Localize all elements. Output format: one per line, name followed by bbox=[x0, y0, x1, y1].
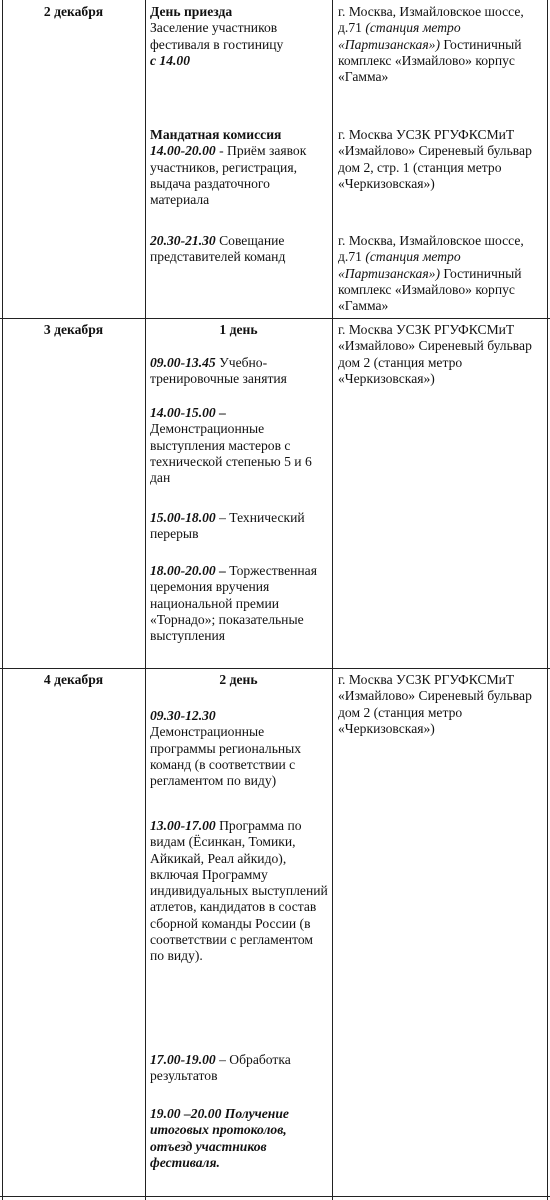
commission-time: 14.00-20.00 bbox=[150, 143, 216, 159]
place-hotel-name: Гостиничный комплекс «Измайлово» корпус «Гамма» bbox=[338, 265, 522, 314]
commission-block bbox=[150, 127, 330, 208]
event-time: 15.00-18.00 bbox=[150, 510, 216, 525]
table-border-bottom bbox=[0, 1196, 550, 1197]
event-time: 18.00-20.00 – bbox=[150, 563, 226, 578]
event-text: Торжественная церемония вручения национальной премии «Торнадо»; показательные выступления bbox=[150, 563, 317, 644]
event-entry bbox=[150, 1106, 330, 1171]
date-cell: 3 декабря bbox=[43, 322, 104, 337]
meeting-entry bbox=[150, 233, 330, 266]
commission-text: - Приём заявок участников, регистрация, выдача раздаточного материала bbox=[150, 143, 307, 208]
event-entry bbox=[150, 818, 330, 965]
place-metro: (станция метро «Партизанская») bbox=[338, 20, 461, 52]
event-time: 19.00 –20.00 bbox=[150, 1106, 222, 1121]
event-time: 13.00-17.00 bbox=[150, 818, 216, 833]
event-text: Учебно-тренировочные занятия bbox=[150, 355, 287, 387]
place-text: г. Москва УСЗК РГУФКСМиТ «Измайлово» Сиреневый бульвар дом 2 (станция метро «Черкизовская») bbox=[338, 322, 532, 386]
event-text: Демонстрационные программы региональных команд (в соответствии с регламентом по виду) bbox=[150, 724, 302, 789]
event-time: 17.00-19.00 bbox=[150, 1052, 216, 1067]
event-text: Получение итоговых протоколов, отъезд участников фестиваля. bbox=[150, 1106, 289, 1170]
place-venue bbox=[338, 672, 545, 737]
commission-entry bbox=[150, 143, 330, 208]
day-label: 1 день bbox=[219, 322, 258, 337]
date-cell: 4 декабря bbox=[43, 672, 104, 687]
commission-title: Мандатная комиссия bbox=[150, 127, 282, 142]
place-venue bbox=[338, 127, 545, 192]
row-divider bbox=[0, 668, 550, 669]
arrival-text: Заселение участников фестиваля в гостиницу bbox=[150, 20, 284, 52]
place-hotel bbox=[338, 4, 545, 85]
day-label: 2 день bbox=[219, 672, 258, 687]
event-time: 09.30-12.30 bbox=[150, 708, 216, 723]
arrival-time: с 14.00 bbox=[150, 52, 191, 68]
event-entry bbox=[150, 510, 330, 543]
event-entry bbox=[150, 708, 330, 789]
place-hotel-name: Гостиничный комплекс «Измайлово» корпус «Гамма» bbox=[338, 36, 522, 85]
event-entry bbox=[150, 355, 330, 388]
event-entry bbox=[150, 1052, 330, 1085]
meeting-text: Совещание представителей команд bbox=[150, 233, 286, 265]
event-entry bbox=[150, 405, 330, 486]
meeting-time: 20.30-21.30 bbox=[150, 233, 216, 248]
arrival-title: День приезда bbox=[150, 4, 233, 19]
event-entry bbox=[150, 563, 330, 644]
event-text: – Обработка результатов bbox=[150, 1052, 291, 1084]
place-address: г. Москва, Измайловское шоссе, д.71 bbox=[338, 233, 524, 265]
event-time: 14.00-15.00 – bbox=[150, 405, 226, 420]
event-text: – Технический перерыв bbox=[150, 510, 305, 542]
row-divider bbox=[0, 318, 550, 319]
event-text: Программа по видам (Ёсинкан, Томики, Айкикай, Реал айкидо), включая Программу индивидуальных выступлений атлетов, кандидатов в состав сборной команды России (в соответствии с регламентом по виду). bbox=[150, 818, 328, 964]
place-hotel bbox=[338, 233, 545, 314]
meeting-block bbox=[150, 233, 330, 266]
place-text: г. Москва УСЗК РГУФКСМиТ «Измайлово» Сиреневый бульвар дом 2, стр. 1 (станция метро «Черкизовская») bbox=[338, 127, 532, 191]
table-divider-date bbox=[145, 0, 146, 1200]
event-text: Демонстрационные выступления мастеров с технической степенью 5 и 6 дан bbox=[150, 421, 312, 486]
table-border-left bbox=[2, 0, 3, 1200]
place-venue bbox=[338, 322, 545, 387]
date-cell: 2 декабря bbox=[43, 4, 104, 19]
place-metro: (станция метро «Партизанская») bbox=[338, 249, 461, 281]
place-text: г. Москва УСЗК РГУФКСМиТ «Измайлово» Сиреневый бульвар дом 2 (станция метро «Черкизовская») bbox=[338, 672, 532, 736]
arrival-block bbox=[150, 4, 330, 69]
place-address: г. Москва, Измайловское шоссе, д.71 bbox=[338, 4, 524, 36]
event-time: 09.00-13.45 bbox=[150, 355, 216, 370]
table-divider-place bbox=[332, 0, 333, 1200]
table-border-right bbox=[547, 0, 548, 1200]
